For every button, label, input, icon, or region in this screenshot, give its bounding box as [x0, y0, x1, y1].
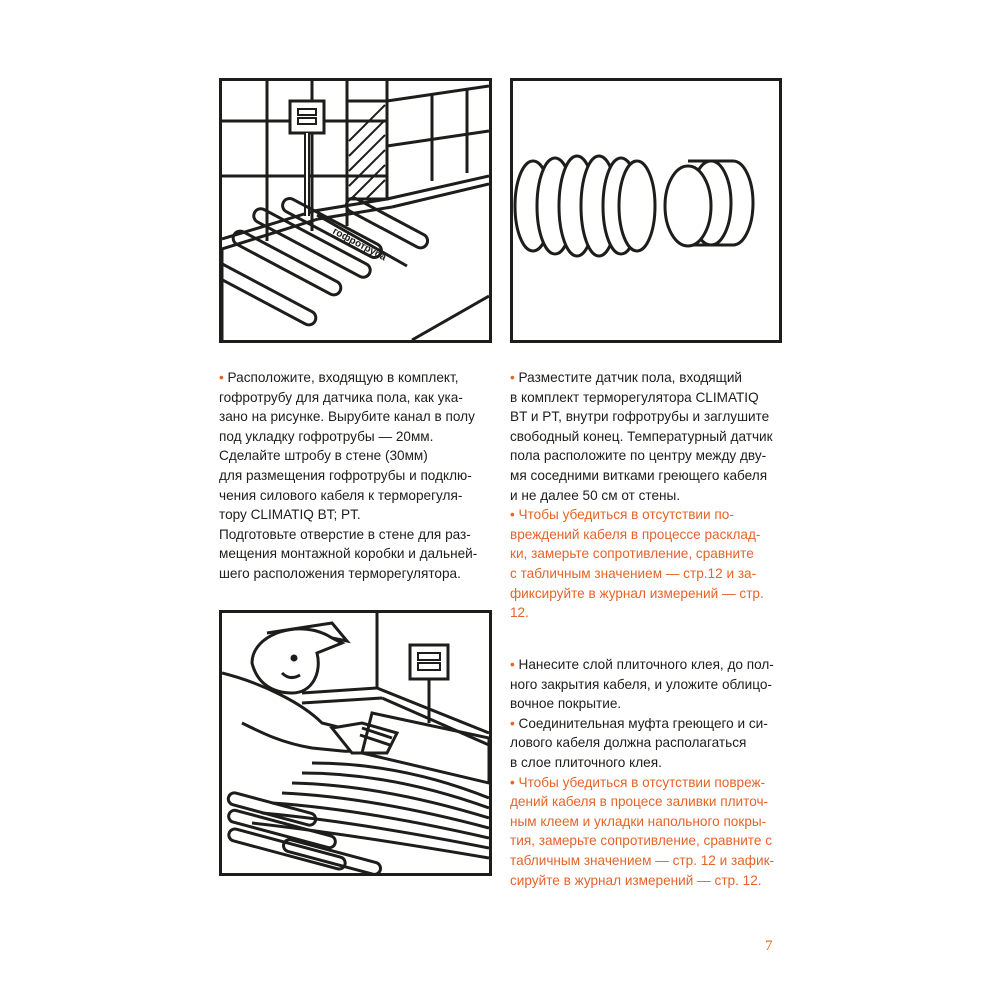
step1-line: для размещения гофротрубы и подклю-: [219, 467, 472, 483]
corrugated-pipe-label: гофротруба: [330, 225, 388, 264]
bullet-icon: •: [510, 370, 515, 385]
step3-line: вочное покрытие.: [510, 696, 622, 712]
step1-line: гофротрубу для датчика пола, как ука-: [219, 389, 463, 405]
step2-line: BT и PT, внутри гофротрубы и заглушите: [510, 409, 770, 425]
step1-line: • Расположите, входящую в комплект,: [219, 370, 459, 385]
step2-text: [510, 368, 790, 623]
step3-warning-line: дений кабеля в процесе заливки плиточ-: [510, 794, 769, 810]
step2-warning-line: вреждений кабеля в процессе расклад-: [510, 526, 761, 542]
step1-line: чения силового кабеля к терморегуля-: [219, 487, 463, 503]
room-corner-drawing: [222, 81, 489, 340]
step3-warning-line: тия, замерьте сопротивление, сравните с: [510, 833, 772, 849]
step1-text: [219, 368, 499, 584]
bullet-icon: •: [510, 657, 515, 672]
bullet-icon: •: [510, 774, 515, 790]
step1-line: Сделайте штробу в стене (30мм): [219, 448, 428, 464]
step1-line: Подготовьте отверстие в стене для раз-: [219, 526, 471, 542]
step1-line: мещения монтажной коробки и дальней-: [219, 546, 478, 562]
step2-warning-line: ки, замерьте сопротивление, сравните: [510, 546, 754, 562]
corrugated-pipe-drawing: [513, 81, 779, 340]
step2-line: свободный конец. Температурный датчик: [510, 428, 773, 444]
step1-line: шего расположения терморегулятора.: [219, 565, 461, 581]
step1-line: зано на рисунке. Вырубите канал в полу: [219, 409, 475, 425]
step3-warning-line: ным клеем и укладки напольного покры-: [510, 813, 767, 829]
step3-line: • Нанесите слой плиточного клея, до пол-: [510, 657, 774, 672]
step2-warning-line: • Чтобы убедиться в отсутствии по-: [510, 507, 734, 523]
step2-line: • Разместите датчик пола, входящий: [510, 370, 743, 385]
page-number: 7: [765, 938, 773, 954]
step3-text: [510, 655, 790, 890]
step1-line: под укладку гофротрубы — 20мм.: [219, 428, 434, 444]
step1-line: тору CLIMATIQ BT; PT.: [219, 507, 361, 523]
step3-line: лового кабеля должна располагаться: [510, 735, 747, 751]
bullet-icon: •: [510, 715, 515, 731]
step2-warning-line: фиксируйте в журнал измерений — стр.: [510, 585, 764, 601]
step3-warning-line: табличным значением — стр. 12 и зафик-: [510, 852, 775, 868]
illustration-wall-groove: [219, 78, 492, 343]
illustration-tiling: [219, 610, 492, 876]
bullet-icon: •: [219, 370, 224, 385]
step3-line: • Соединительная муфта греющего и си-: [510, 715, 768, 731]
step2-line: и не далее 50 см от стены.: [510, 487, 681, 503]
step3-warning-line: сируйте в журнал измерений — стр. 12.: [510, 872, 762, 888]
illustration-corrugated-pipe: [510, 78, 782, 343]
step2-line: пола расположите по центру между дву-: [510, 448, 767, 464]
step2-warning-line: 12.: [510, 605, 529, 621]
bullet-icon: •: [510, 507, 515, 523]
step3-warning-line: • Чтобы убедиться в отсутствии повреж-: [510, 774, 766, 790]
step3-line: в слое плиточного клея.: [510, 754, 662, 770]
step2-warning-line: с табличным значением — стр.12 и за-: [510, 565, 757, 581]
step2-line: мя соседними витками греющего кабеля: [510, 467, 768, 483]
tiling-worker-drawing: [222, 613, 489, 873]
step2-line: в комплект терморегулятора CLIMATIQ: [510, 389, 759, 405]
step3-line: ного закрытия кабеля, и уложите облицо-: [510, 676, 772, 692]
